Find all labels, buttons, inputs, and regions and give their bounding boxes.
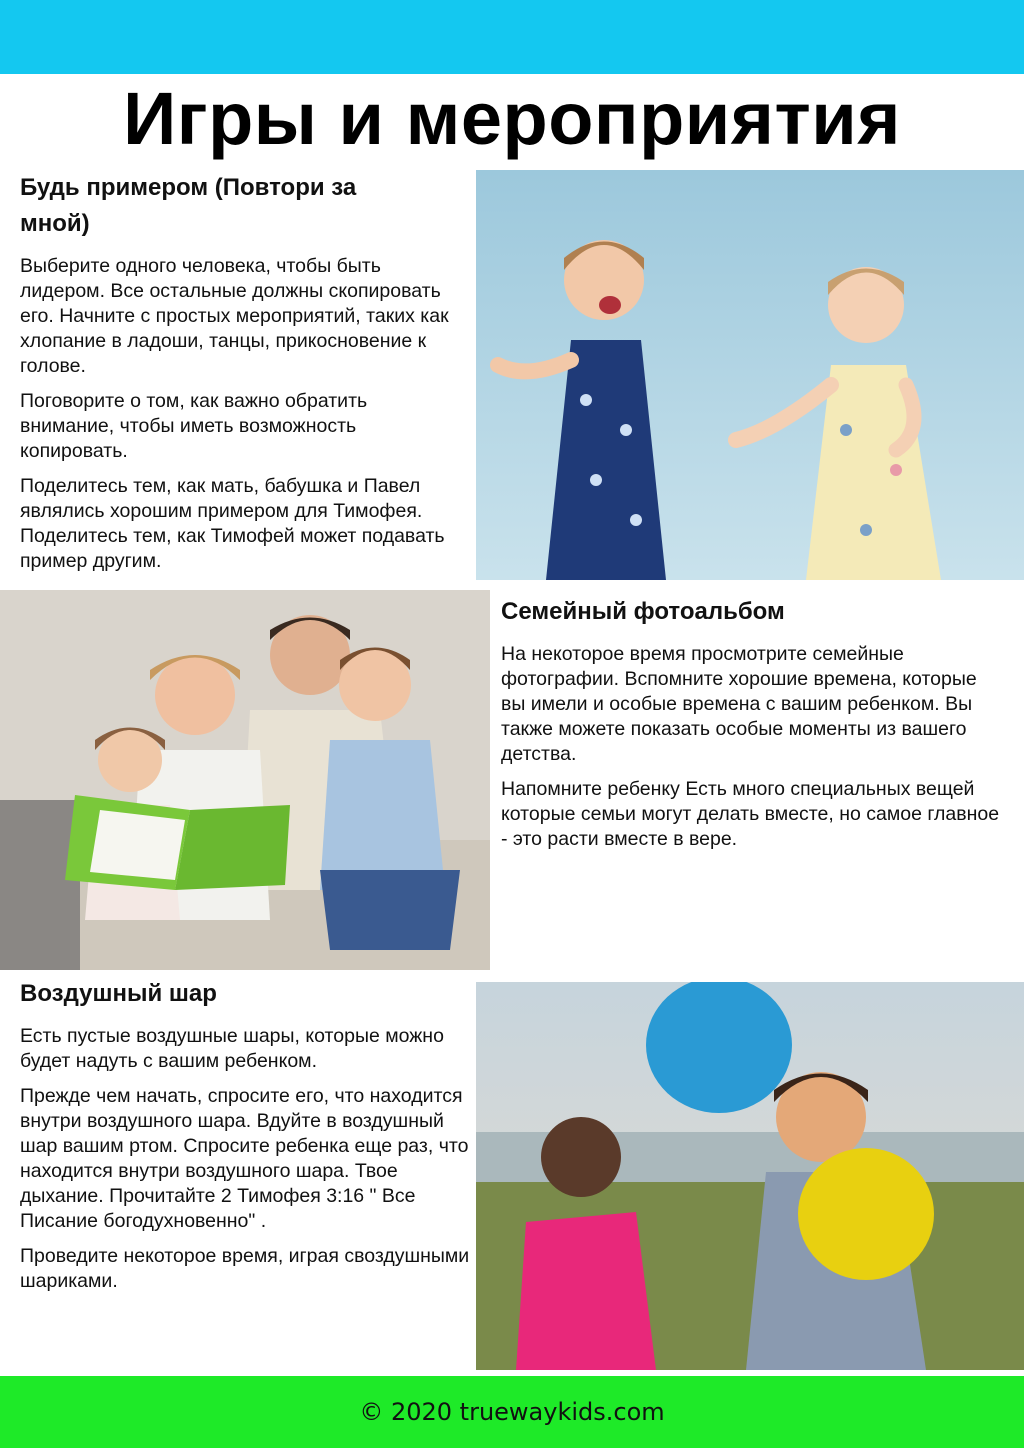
photo-family-album <box>0 590 490 970</box>
section-paragraph: Проведите некоторое время, играя своздушными шариками. <box>20 1245 470 1292</box>
photo-two-girls <box>476 170 1024 580</box>
section-paragraph: На некоторое время просмотрите семейные фотографии. Вспомните хорошие времена, которые вы имели и особые времена с вашим ребенком. Вы также можете показать особые моменты из вашего детства. <box>501 643 977 765</box>
section-balloon <box>20 976 470 1304</box>
section-paragraph: Поговорите о том, как важно обратить внимание, чтобы иметь возможность копировать. <box>20 390 368 462</box>
section-family-album <box>501 594 1001 862</box>
page-title: Игры и мероприятия <box>123 77 901 160</box>
photo-balloons <box>476 982 1024 1370</box>
section-paragraph: Поделитесь тем, как мать, бабушка и Павел являлись хорошим примером для Тимофея. Поделитесь тем, как Тимофей может подавать пример другим. <box>20 475 445 572</box>
section-be-example <box>20 170 460 584</box>
footer-copyright: © 2020 truewaykids.com <box>359 1398 665 1426</box>
section-paragraph: Напомните ребенку Есть много специальных вещей которые семьи могут делать вместе, но самое главное - это расти вместе в вере. <box>501 778 1000 850</box>
top-color-bar <box>0 0 1024 74</box>
section-paragraph: Прежде чем начать, спросите его, что находится внутри воздушного шара. Вдуйте в воздушный шар вашим ртом. Спросите ребенка еще раз, что находится внутри воздушного шара. Твое дыхание. Прочитайте 2 Тимофея 3:16 " Все Писание богодухновенно" . <box>20 1085 469 1232</box>
section-paragraph: Выберите одного человека, чтобы быть лидером. Все остальные должны скопировать его. Начните с простых мероприятий, таких как хлопание в ладоши, танцы, прикосновение к голове. <box>20 255 449 377</box>
section-heading: Будь примером (Повтори за мной) <box>20 174 357 237</box>
section-heading: Воздушный шар <box>20 980 217 1007</box>
section-heading: Семейный фотоальбом <box>501 598 785 625</box>
section-paragraph: Есть пустые воздушные шары, которые можно будет надуть с вашим ребенком. <box>20 1025 444 1072</box>
